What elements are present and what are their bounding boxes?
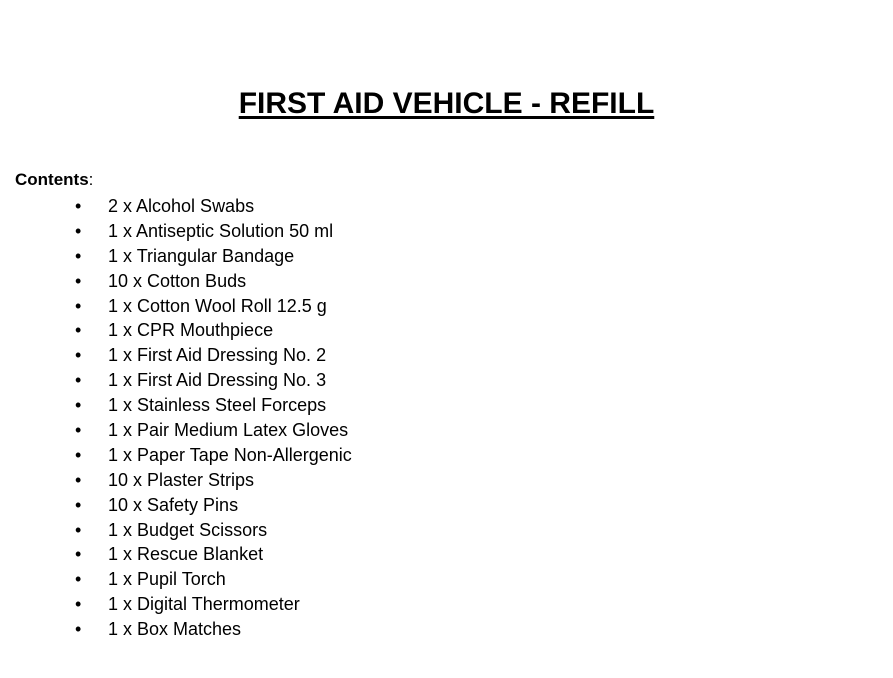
list-item-text: 1 x Box Matches <box>108 619 242 640</box>
list-item-text: 1 x Pair Medium Latex Gloves <box>108 420 349 441</box>
list-item-text: 1 x Budget Scissors <box>108 519 268 540</box>
list-item-text: 1 x CPR Mouthpiece <box>108 320 274 341</box>
bullet-icon: • <box>75 245 82 266</box>
bullet-icon: • <box>75 619 82 640</box>
list-item-text: 1 x First Aid Dressing No. 3 <box>108 370 327 391</box>
list-item-text: 10 x Cotton Buds <box>108 270 247 291</box>
bullet-icon: • <box>75 395 82 416</box>
bullet-icon: • <box>75 494 82 515</box>
list-item-text: 1 x Triangular Bandage <box>108 245 295 266</box>
bullet-icon: • <box>75 345 82 366</box>
list-item-text: 1 x First Aid Dressing No. 2 <box>108 345 327 366</box>
bullet-icon: • <box>75 469 82 490</box>
list-item-text: 1 x Digital Thermometer <box>108 594 300 615</box>
bullet-icon: • <box>75 444 82 465</box>
bullet-icon: • <box>75 220 82 241</box>
bullet-icon: • <box>75 370 82 391</box>
bullet-icon: • <box>75 270 82 291</box>
page-title: FIRST AID VEHICLE - REFILL <box>238 87 655 120</box>
bullet-icon: • <box>75 544 82 565</box>
contents-colon: : <box>88 170 94 189</box>
bullet-icon: • <box>75 594 82 615</box>
bullet-icon: • <box>75 295 82 316</box>
list-item-text: 10 x Plaster Strips <box>108 469 255 490</box>
list-item-text: 1 x Antiseptic Solution 50 ml <box>108 220 334 241</box>
bullet-icon: • <box>75 519 82 540</box>
list-item-text: 1 x Stainless Steel Forceps <box>108 395 327 416</box>
list-item-text: 1 x Paper Tape Non-Allergenic <box>108 444 352 465</box>
list-item-text: 1 x Rescue Blanket <box>108 544 264 565</box>
list-item-text: 1 x Cotton Wool Roll 12.5 g <box>108 295 327 316</box>
bullet-icon: • <box>75 569 82 590</box>
list-item-text: 1 x Pupil Torch <box>108 569 226 590</box>
bullet-icon: • <box>75 420 82 441</box>
list-item-text: 10 x Safety Pins <box>108 494 239 515</box>
list-item-text: 2 x Alcohol Swabs <box>108 196 255 216</box>
bullet-icon: • <box>75 320 82 341</box>
contents-label: Contents <box>15 170 89 189</box>
bullet-icon: • <box>75 196 82 216</box>
contents-heading <box>15 170 93 190</box>
